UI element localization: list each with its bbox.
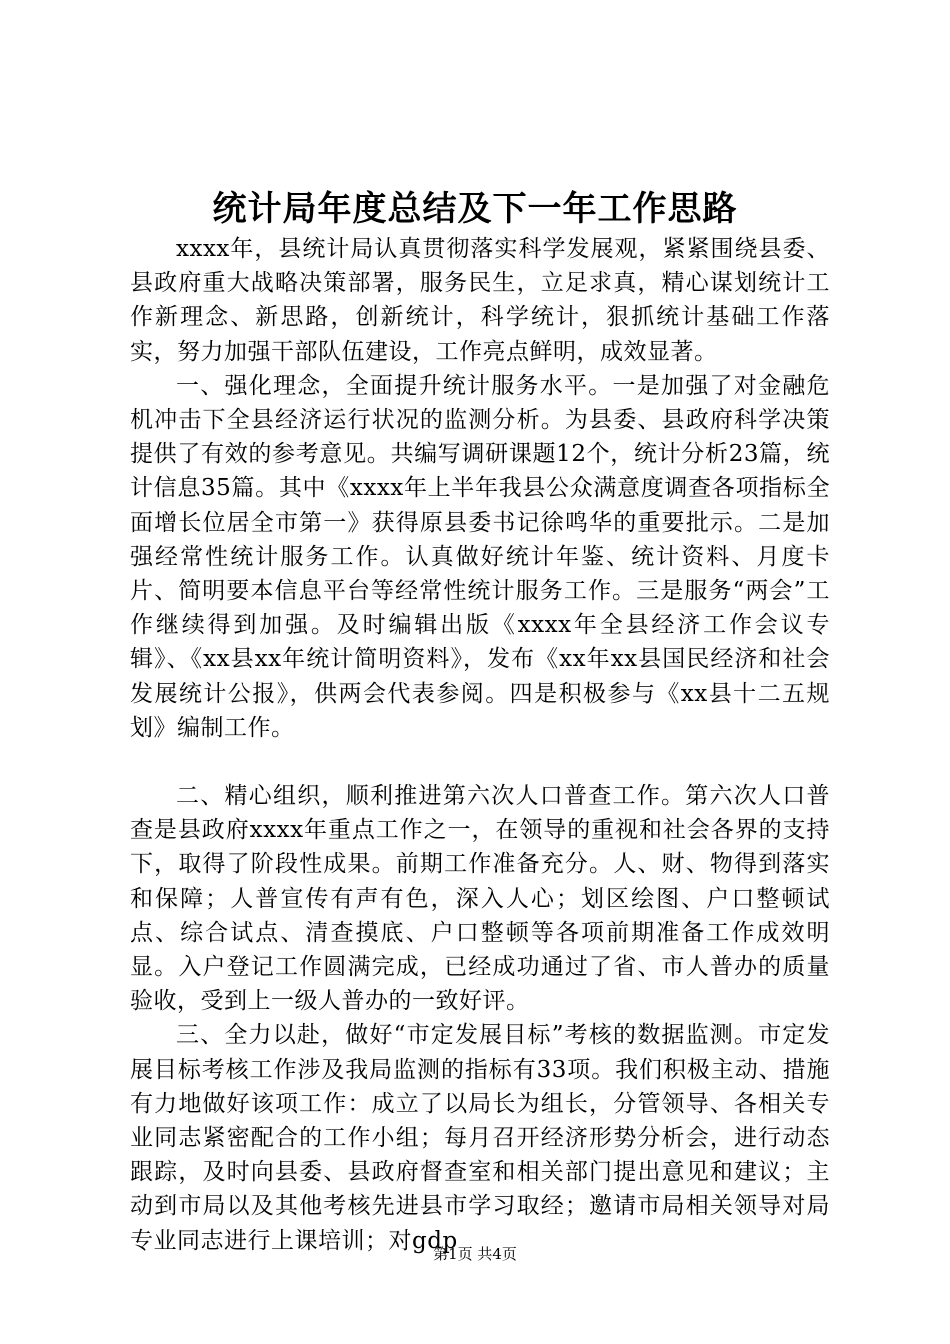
paragraph-intro: xxxx年，县统计局认真贯彻落实科学发展观，紧紧围绕县委、县政府重大战略决策部署，服务民生，立足求真，精心谋划统计工作新理念、新思路，创新统计，科学统计，狠抓统计基础工作落实，努力加强干部队伍建设，工作亮点鲜明，成效显著。	[130, 236, 830, 365]
paragraph-section-3: 三、全力以赴，做好“市定发展目标”考核的数据监测。市定发展目标考核工作涉及我局监测的指标有33项。我们积极主动、措施有力地做好该项工作：成立了以局长为组长，分管领导、各相关专业同志紧密配合的工作小组；每月召开经济形势分析会，进行动态跟踪，及时向县委、县政府督查室和相关部门提出意见和建议；主动到市局以及其他考核先进县市学习取经；邀请市局相关领导对局专业同志进行上课培训；对gdp	[130, 1022, 830, 1254]
paragraph-spacer	[130, 745, 830, 779]
document-body	[130, 232, 830, 1258]
page-number-footer: 第1页 共4页	[433, 1245, 517, 1263]
document-title: 统计局年度总结及下一年工作思路	[212, 189, 738, 229]
paragraph-section-2: 二、精心组织，顺利推进第六次人口普查工作。第六次人口普查是县政府xxxx年重点工作之一，在领导的重视和社会各界的支持下，取得了阶段性成果。前期工作准备充分。人、财、物得到落实和保障；人普宣传有声有色，深入人心；划区绘图、户口整顿试点、综合试点、清查摸底、户口整顿等各项前期准备工作成效明显。入户登记工作圆满完成，已经成功通过了省、市人普办的质量验收，受到上一级人普办的一致好评。	[130, 783, 830, 1015]
paragraph-section-1: 一、强化理念，全面提升统计服务水平。一是加强了对金融危机冲击下全县经济运行状况的监测分析。为县委、县政府科学决策提供了有效的参考意见。共编写调研课题12个，统计分析23篇，统计信息35篇。其中《xxxx年上半年我县公众满意度调查各项指标全面增长位居全市第一》获得原县委书记徐鸣华的重要批示。二是加强经常性统计服务工作。认真做好统计年鉴、统计资料、月度卡片、简明要本信息平台等经常性统计服务工作。三是服务“两会”工作继续得到加强。及时编辑出版《xxxx年全县经济工作会议专辑》、《xx县xx年统计简明资料》，发布《xx年xx县国民经济和社会发展统计公报》，供两会代表参阅。四是积极参与《xx县十二五规划》编制工作。	[130, 372, 830, 741]
